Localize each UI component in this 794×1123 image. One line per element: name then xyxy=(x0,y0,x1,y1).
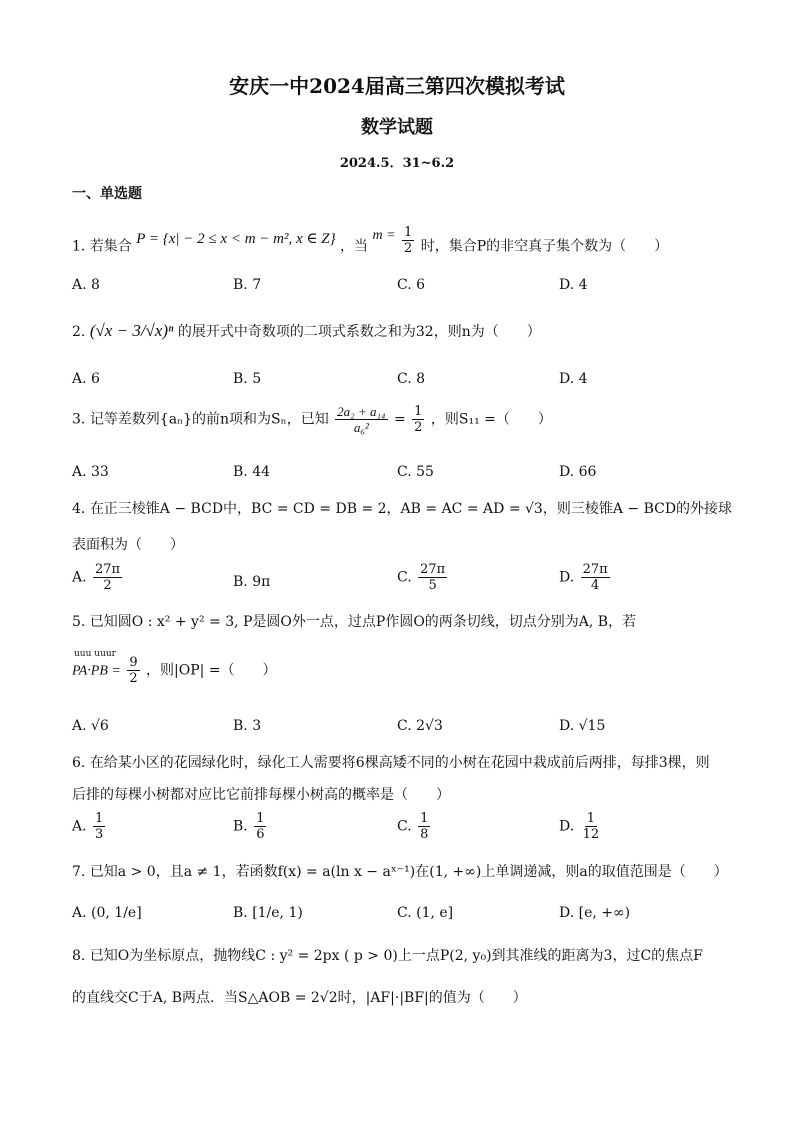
question-8 xyxy=(72,946,703,966)
vector-marks: uuu uuur xyxy=(74,649,116,659)
option-label: D. xyxy=(559,818,575,835)
denominator: 2 xyxy=(103,578,112,593)
exam-title: 安庆一中2024届高三第四次模拟考试 xyxy=(229,74,565,98)
option-d: D. 66 xyxy=(559,464,597,480)
option-label: A. xyxy=(72,569,87,586)
option-c xyxy=(397,812,432,841)
option-label: C. xyxy=(397,569,412,586)
option-a xyxy=(72,563,124,592)
set-expression: P = {x| − 2 ≤ x < m − m², x ∈ Z} xyxy=(136,230,336,247)
question-text: 在给某小区的花园绿化时，绿化工人需要将6棵高矮不同的小树在花园中栽成前后两排，每排3棵，则 xyxy=(89,755,710,771)
fraction xyxy=(402,226,414,255)
section-heading: 一、单选题 xyxy=(72,186,142,202)
question-4-line-2: 表面积为（ ） xyxy=(72,537,184,553)
binomial-expression: (√x − 3/√x)ⁿ xyxy=(89,321,174,340)
option-d: D. 4 xyxy=(559,371,588,387)
denominator: 12 xyxy=(582,827,600,842)
option-b xyxy=(233,572,270,592)
exam-date: 2024.5．31~6.2 xyxy=(339,156,455,171)
denominator: 2 xyxy=(414,420,423,435)
question-text: ，当 xyxy=(340,238,369,255)
denominator: 2 xyxy=(404,241,413,256)
denominator: 4 xyxy=(591,578,600,593)
question-number: 7. xyxy=(72,864,86,880)
question-text: 的展开式中奇数项的二项式系数之和为32，则n为（ ） xyxy=(177,324,541,340)
condition-lhs: m = xyxy=(372,227,396,243)
numerator: 2a₂ + a₁₄ xyxy=(337,404,386,419)
question-number: 2. xyxy=(72,324,86,340)
option-label: A. xyxy=(72,818,87,835)
question-text: 已知圆O : x² + y² = 3, P是圆O外一点，过点P作圆O的两条切线，切点分别为A, B，若 xyxy=(89,614,637,630)
fraction xyxy=(418,812,430,841)
question-text: 在正三棱锥A − BCD中，BC = CD = DB = 2，AB = AC = AD = √3，则三棱锥A − BCD的外接球 xyxy=(89,501,733,517)
question-1 xyxy=(72,225,669,261)
numerator: 1 xyxy=(414,404,423,419)
exam-subtitle: 数学试题 xyxy=(361,117,433,138)
option-b: B. 5 xyxy=(233,371,262,387)
option-b: B. 7 xyxy=(233,277,262,293)
question-5 xyxy=(72,612,636,632)
option-a: A. 33 xyxy=(72,464,109,480)
question-5-line-2 xyxy=(72,656,277,685)
option-label: D. xyxy=(559,569,575,586)
option-a: A. 6 xyxy=(72,371,100,387)
denominator: 8 xyxy=(420,827,429,842)
denominator: a₆² xyxy=(353,420,369,435)
question-number: 4. xyxy=(72,501,86,517)
question-text: ，则S₁₁ =（ ） xyxy=(430,411,552,428)
question-6-line-2: 后排的每棵小树都对应比它前排每棵小树高的概率是（ ） xyxy=(72,787,450,803)
question-number: 1. xyxy=(72,238,86,255)
numerator: 9 xyxy=(129,655,138,670)
option-label: B. xyxy=(233,818,248,835)
question-number: 5. xyxy=(72,614,86,630)
fraction xyxy=(581,563,610,592)
fraction xyxy=(335,405,387,434)
option-c: C. 8 xyxy=(397,371,426,387)
option-c: C. 6 xyxy=(397,277,426,293)
fraction xyxy=(93,812,105,841)
denominator: 6 xyxy=(256,827,265,842)
option-label: B. xyxy=(233,574,248,590)
question-text: 记等差数列{aₙ}的前n项和为Sₙ，已知 xyxy=(89,411,329,428)
numerator: 1 xyxy=(95,811,104,826)
option-b: B. [1/e, 1) xyxy=(233,905,303,921)
option-a: A. (0, 1/e] xyxy=(72,905,142,921)
option-label: C. xyxy=(397,818,412,835)
option-b: B. 3 xyxy=(233,718,262,734)
option-a xyxy=(72,812,107,841)
numerator: 27π xyxy=(582,562,608,577)
numerator: 27π xyxy=(95,562,121,577)
fraction xyxy=(93,563,122,592)
question-number: 3. xyxy=(72,411,86,428)
numerator: 1 xyxy=(404,225,413,240)
option-b: B. 44 xyxy=(233,464,271,480)
question-2 xyxy=(72,321,541,342)
option-d: D. √15 xyxy=(559,718,606,734)
fraction xyxy=(418,563,447,592)
equals-sign: = xyxy=(393,411,406,428)
option-c: C. (1, e] xyxy=(397,905,454,921)
vector-expression: PA·PB = xyxy=(72,663,121,679)
denominator: 3 xyxy=(95,827,104,842)
option-c: C. 55 xyxy=(397,464,434,480)
option-a: A. 8 xyxy=(72,277,100,293)
option-d xyxy=(559,563,612,592)
question-text: 已知a > 0，且a ≠ 1，若函数f(x) = a(ln x − aˣ⁻¹)在(1, +∞)上单调递减，则a的取值范围是（ ） xyxy=(89,864,728,880)
numerator: 27π xyxy=(420,562,446,577)
option-d: D. [e, +∞) xyxy=(559,905,631,921)
denominator: 5 xyxy=(428,578,437,593)
option-d: D. 4 xyxy=(559,277,588,293)
question-text: 时，集合P的非空真子集个数为（ ） xyxy=(420,238,669,255)
option-c: C. 2√3 xyxy=(397,718,443,734)
question-number: 8. xyxy=(72,948,86,964)
question-text: ，则|OP| =（ ） xyxy=(146,662,277,679)
numerator: 1 xyxy=(256,811,265,826)
fraction xyxy=(412,405,424,434)
question-number: 6. xyxy=(72,755,86,771)
numerator: 1 xyxy=(586,811,596,826)
option-value: 9π xyxy=(252,574,271,590)
question-8-line-2: 的直线交C于A, B两点．当S△AOB = 2√2时，|AF|·|BF|的值为（ ） xyxy=(72,990,527,1006)
option-d xyxy=(559,812,603,841)
question-6 xyxy=(72,753,710,773)
question-3 xyxy=(72,405,552,434)
fraction xyxy=(254,812,266,841)
option-b xyxy=(233,812,268,841)
numerator: 1 xyxy=(420,811,429,826)
question-text: 若集合 xyxy=(89,238,132,255)
fraction xyxy=(581,812,602,841)
question-text: 已知O为坐标原点，抛物线C : y² = 2px ( p > 0)上一点P(2, y₀)到其准线的距离为3，过C的焦点F xyxy=(89,948,703,964)
question-4 xyxy=(72,499,732,519)
fraction xyxy=(127,656,139,685)
question-7 xyxy=(72,862,728,882)
option-a: A. √6 xyxy=(72,718,109,734)
denominator: 2 xyxy=(129,671,138,686)
option-c xyxy=(397,563,449,592)
